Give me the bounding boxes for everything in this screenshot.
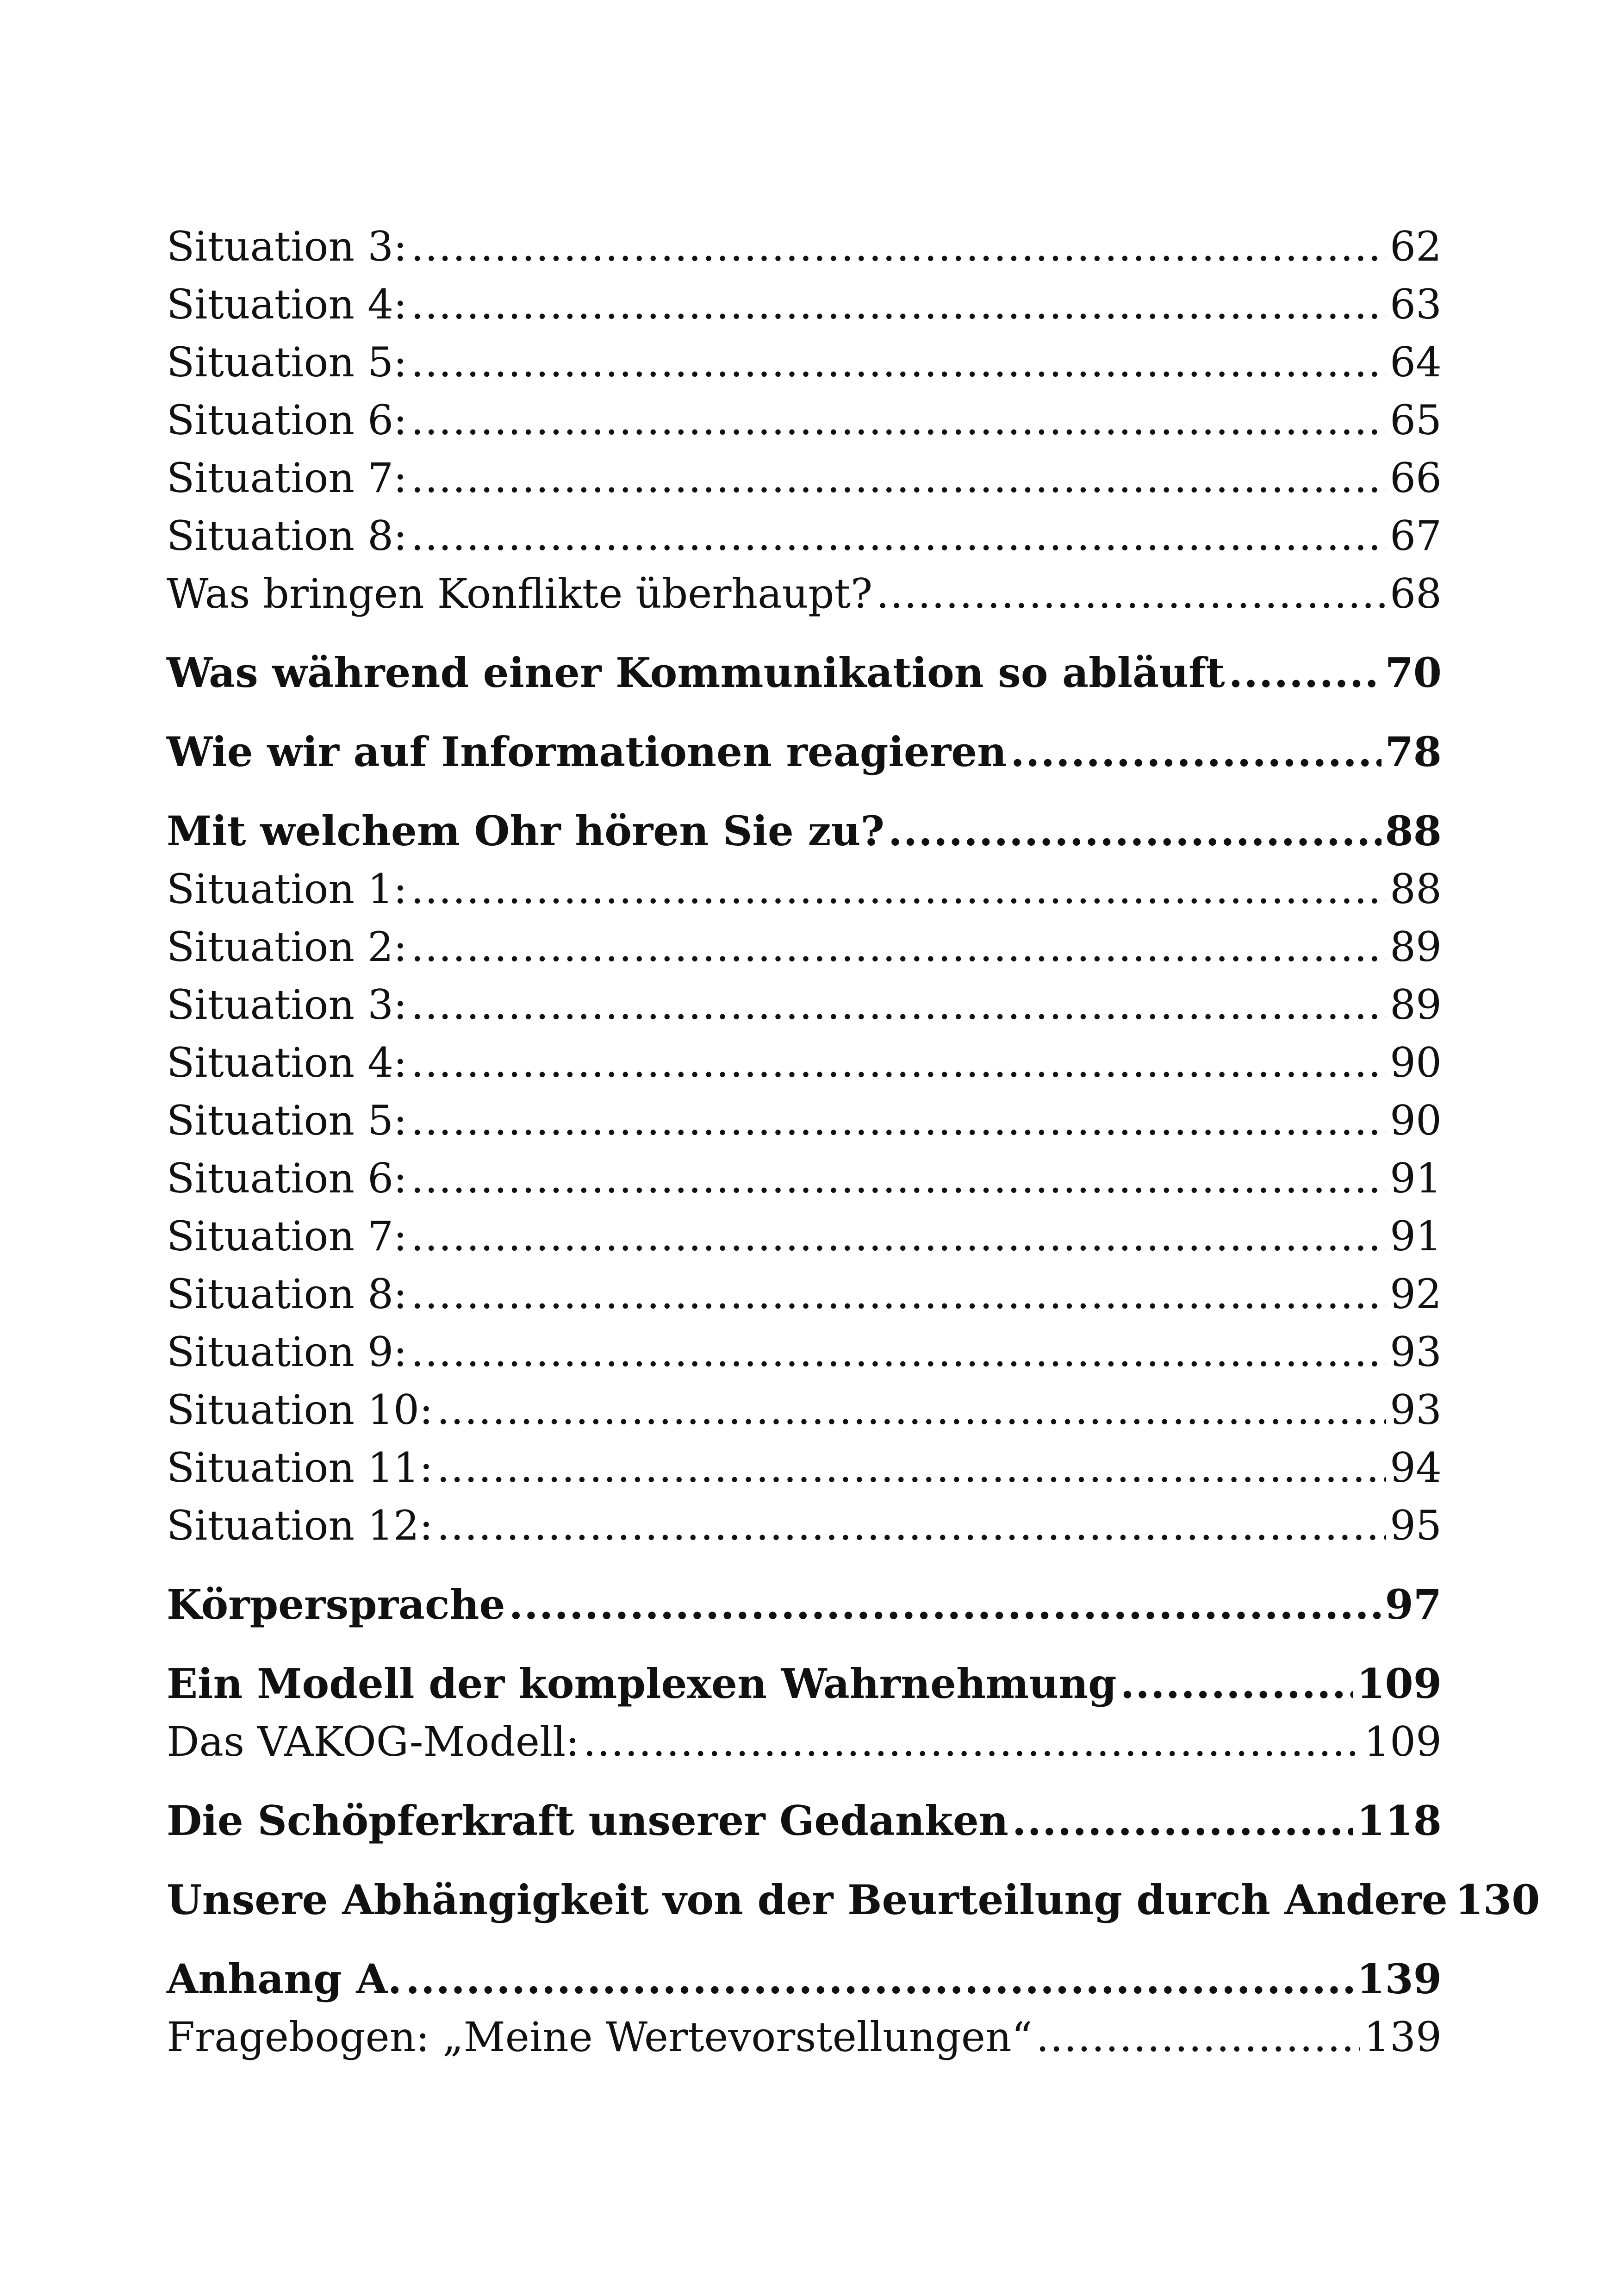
toc-entry-page: 91 bbox=[1390, 1154, 1442, 1202]
dot-leader bbox=[1012, 1792, 1353, 1850]
toc-entry[interactable] bbox=[167, 333, 1442, 391]
toc-entry[interactable] bbox=[167, 1497, 1442, 1554]
dot-leader bbox=[509, 1576, 1382, 1634]
toc-entry-page: 66 bbox=[1390, 454, 1442, 502]
dot-leader bbox=[411, 1323, 1386, 1381]
toc-entry-label: Situation 7: bbox=[167, 1212, 407, 1260]
toc-entry-label: Situation 3: bbox=[167, 981, 407, 1029]
toc-entry-page: 97 bbox=[1385, 1580, 1442, 1628]
toc-entry[interactable] bbox=[167, 507, 1442, 565]
toc-chapter-entry[interactable] bbox=[167, 802, 1442, 860]
toc-entry-label: Situation 8: bbox=[167, 512, 407, 560]
toc-entry-label: Was bringen Konflikte überhaupt? bbox=[167, 570, 873, 618]
toc-entry-label: Situation 6: bbox=[167, 396, 407, 444]
toc-chapter-entry[interactable] bbox=[167, 1871, 1540, 1929]
toc-entry-label: Unsere Abhängigkeit von der Beurteilung durch Andere bbox=[167, 1876, 1448, 1924]
dot-leader bbox=[437, 1381, 1386, 1439]
toc-chapter-entry[interactable] bbox=[167, 1655, 1442, 1713]
toc-entry-page: 64 bbox=[1390, 338, 1442, 386]
toc-entry-page: 94 bbox=[1390, 1444, 1442, 1491]
dot-leader bbox=[411, 1092, 1386, 1149]
toc-entry-page: 139 bbox=[1364, 2013, 1442, 2061]
toc-entry-label: Situation 4: bbox=[167, 281, 407, 328]
dot-leader bbox=[411, 218, 1386, 275]
dot-leader bbox=[437, 1497, 1386, 1554]
toc-entry[interactable] bbox=[167, 1381, 1442, 1439]
dot-leader bbox=[1036, 2008, 1360, 2066]
toc-entry[interactable] bbox=[167, 275, 1442, 333]
toc-entry-page: 118 bbox=[1357, 1797, 1442, 1845]
toc-entry[interactable] bbox=[167, 976, 1442, 1034]
toc-entry-page: 91 bbox=[1390, 1212, 1442, 1260]
toc-entry[interactable] bbox=[167, 218, 1442, 275]
toc-entry-label: Situation 10: bbox=[167, 1386, 433, 1434]
dot-leader bbox=[411, 1265, 1386, 1323]
toc-entry-label: Das VAKOG-Modell: bbox=[167, 1718, 579, 1766]
toc-entry[interactable] bbox=[167, 1149, 1442, 1207]
toc-entry-label: Ein Modell der komplexen Wahrnehmung bbox=[167, 1660, 1117, 1708]
toc-entry-label: Mit welchem Ohr hören Sie zu? bbox=[167, 807, 884, 855]
toc-entry-page: 63 bbox=[1390, 281, 1442, 328]
toc-entry-page: 67 bbox=[1390, 512, 1442, 560]
toc-entry[interactable] bbox=[167, 1323, 1442, 1381]
toc-entry[interactable] bbox=[167, 1034, 1442, 1092]
toc-entry-label: Situation 2: bbox=[167, 923, 407, 971]
dot-leader bbox=[411, 1207, 1386, 1265]
toc-entry[interactable] bbox=[167, 1207, 1442, 1265]
dot-leader bbox=[411, 918, 1386, 976]
toc-entry-label: Die Schöpferkraft unserer Gedanken bbox=[167, 1797, 1008, 1845]
toc-entry[interactable] bbox=[167, 1713, 1442, 1771]
toc-entry-page: 92 bbox=[1390, 1270, 1442, 1318]
toc-entry-page: 65 bbox=[1390, 396, 1442, 444]
toc-entry-page: 109 bbox=[1364, 1718, 1442, 1766]
dot-leader bbox=[583, 1713, 1360, 1771]
dot-leader bbox=[411, 1149, 1386, 1207]
toc-entry-page: 70 bbox=[1385, 649, 1442, 697]
toc-entry[interactable] bbox=[167, 918, 1442, 976]
toc-entry-page: 88 bbox=[1385, 807, 1442, 855]
toc-entry-label: Situation 3: bbox=[167, 223, 407, 270]
toc-entry-page: 90 bbox=[1390, 1097, 1442, 1144]
toc-entry-page: 139 bbox=[1357, 1955, 1442, 2003]
toc-entry-label: Anhang A. bbox=[167, 1955, 402, 2003]
toc-chapter-entry[interactable] bbox=[167, 1792, 1442, 1850]
toc-chapter-entry[interactable] bbox=[167, 1950, 1442, 2008]
dot-leader bbox=[411, 391, 1386, 449]
toc-entry-label: Wie wir auf Informationen reagieren bbox=[167, 728, 1007, 776]
toc-entry-page: 130 bbox=[1455, 1876, 1540, 1924]
toc-entry-page: 88 bbox=[1390, 865, 1442, 913]
dot-leader bbox=[411, 976, 1386, 1034]
dot-leader bbox=[411, 1034, 1386, 1092]
toc-entry[interactable] bbox=[167, 860, 1442, 918]
toc-entry-label: Situation 1: bbox=[167, 865, 407, 913]
dot-leader bbox=[411, 860, 1386, 918]
toc-entry-page: 78 bbox=[1385, 728, 1442, 776]
toc-entry-label: Fragebogen: „Meine Wertevorstellungen“ bbox=[167, 2013, 1033, 2061]
toc-entry[interactable] bbox=[167, 391, 1442, 449]
toc-entry-label: Situation 5: bbox=[167, 1097, 407, 1144]
toc-entry-page: 93 bbox=[1390, 1328, 1442, 1376]
toc-chapter-entry[interactable] bbox=[167, 723, 1442, 781]
toc-entry[interactable] bbox=[167, 565, 1442, 623]
toc-entry-label: Situation 4: bbox=[167, 1039, 407, 1086]
toc-entry[interactable] bbox=[167, 1439, 1442, 1497]
toc-entry-page: 89 bbox=[1390, 981, 1442, 1029]
toc-entry-page: 90 bbox=[1390, 1039, 1442, 1086]
dot-leader bbox=[405, 1950, 1353, 2008]
toc-entry-label: Situation 12: bbox=[167, 1502, 433, 1549]
toc-entry-label: Situation 9: bbox=[167, 1328, 407, 1376]
toc-entry-page: 109 bbox=[1357, 1660, 1442, 1708]
toc-entry-label: Situation 11: bbox=[167, 1444, 433, 1491]
toc-entry[interactable] bbox=[167, 1092, 1442, 1149]
dot-leader bbox=[876, 565, 1386, 623]
dot-leader bbox=[437, 1439, 1386, 1497]
toc-chapter-entry[interactable] bbox=[167, 1576, 1442, 1634]
toc-entry-page: 62 bbox=[1390, 223, 1442, 270]
toc-entry-label: Situation 8: bbox=[167, 1270, 407, 1318]
dot-leader bbox=[411, 275, 1386, 333]
toc-entry-label: Situation 6: bbox=[167, 1154, 407, 1202]
toc-entry-page: 68 bbox=[1390, 570, 1442, 618]
toc-entry-label: Situation 7: bbox=[167, 454, 407, 502]
dot-leader bbox=[1120, 1655, 1353, 1713]
toc-entry[interactable] bbox=[167, 2008, 1442, 2066]
toc-chapter-entry[interactable] bbox=[167, 644, 1442, 702]
dot-leader bbox=[411, 507, 1386, 565]
dot-leader bbox=[888, 802, 1382, 860]
toc-entry-label: Was während einer Kommunikation so abläuft bbox=[167, 649, 1225, 697]
toc-entry-label: Körpersprache bbox=[167, 1580, 505, 1628]
toc-entry-label: Situation 5: bbox=[167, 338, 407, 386]
table-of-contents bbox=[167, 218, 1540, 2066]
toc-entry-page: 93 bbox=[1390, 1386, 1442, 1434]
toc-entry[interactable] bbox=[167, 1265, 1442, 1323]
dot-leader bbox=[1010, 723, 1381, 781]
toc-entry-page: 89 bbox=[1390, 923, 1442, 971]
toc-entry[interactable] bbox=[167, 449, 1442, 507]
toc-entry-page: 95 bbox=[1390, 1502, 1442, 1549]
dot-leader bbox=[411, 333, 1386, 391]
dot-leader bbox=[411, 449, 1386, 507]
dot-leader bbox=[1229, 644, 1382, 702]
